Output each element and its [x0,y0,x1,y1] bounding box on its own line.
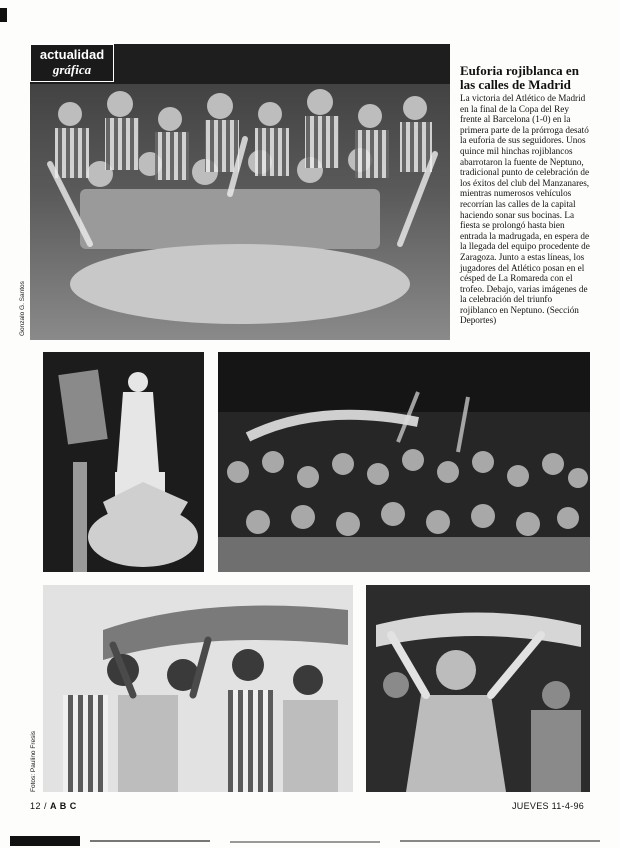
scan-edge-strip [0,832,620,848]
photo-credit-top: Gonzalo G. Santos [19,281,26,336]
page-folio: 12 / A B C [30,801,77,811]
article-body: La victoria del Atlético de Madrid en la final de la Copa del Rey frente al Barcelona (1-0) en la primera parte de la prórroga desató la euforia de sus seguidores. Unos quince mil hinchas rojiblancos abarrotaron la fuente de Neptuno, tradicional punto de celebración de los éxitos del club del Manzanares, mientras numerosos vehículos recorrían las calles de la capital haciendo sonar sus bocinas. La fiesta se prolongó hasta bien entrada la madrugada, en espera de la llegada del equipo procedente de Zaragoza. Junto a estas líneas, los jugadores del Atlético posan en el césped de La Romareda con el trofeo. Debajo, varias imágenes de la celebración del triunfo rojiblanco en Neptuno. (Sección Deportes) [460,93,590,326]
page-corner-mark [0,8,7,22]
photo-fan-scarf-image [366,585,590,792]
photo-fans-flags [43,585,353,792]
issue-date: JUEVES 11-4-96 [512,801,585,811]
photo-credit-bottom: Fotos: Paulino Fresis [30,730,37,792]
photo-fan-scarf [366,585,590,792]
photo-team-celebration-image [30,44,450,340]
photo-neptune-statue-image [43,352,204,572]
photo-crowd-fountain [218,352,590,572]
photo-fans-flags-image [43,585,353,792]
article [460,64,590,326]
publication-name: A B C [50,801,77,811]
photo-crowd-fountain-image [218,352,590,572]
section-badge-line1: actualidad [39,47,105,62]
photo-team-celebration [30,44,450,340]
section-badge [30,44,114,82]
page-number: 12 [30,801,42,811]
photo-neptune-statue [43,352,204,572]
article-headline: Euforia rojiblanca en las calles de Madrid [460,63,579,92]
section-badge-line2: gráfica [52,62,92,77]
